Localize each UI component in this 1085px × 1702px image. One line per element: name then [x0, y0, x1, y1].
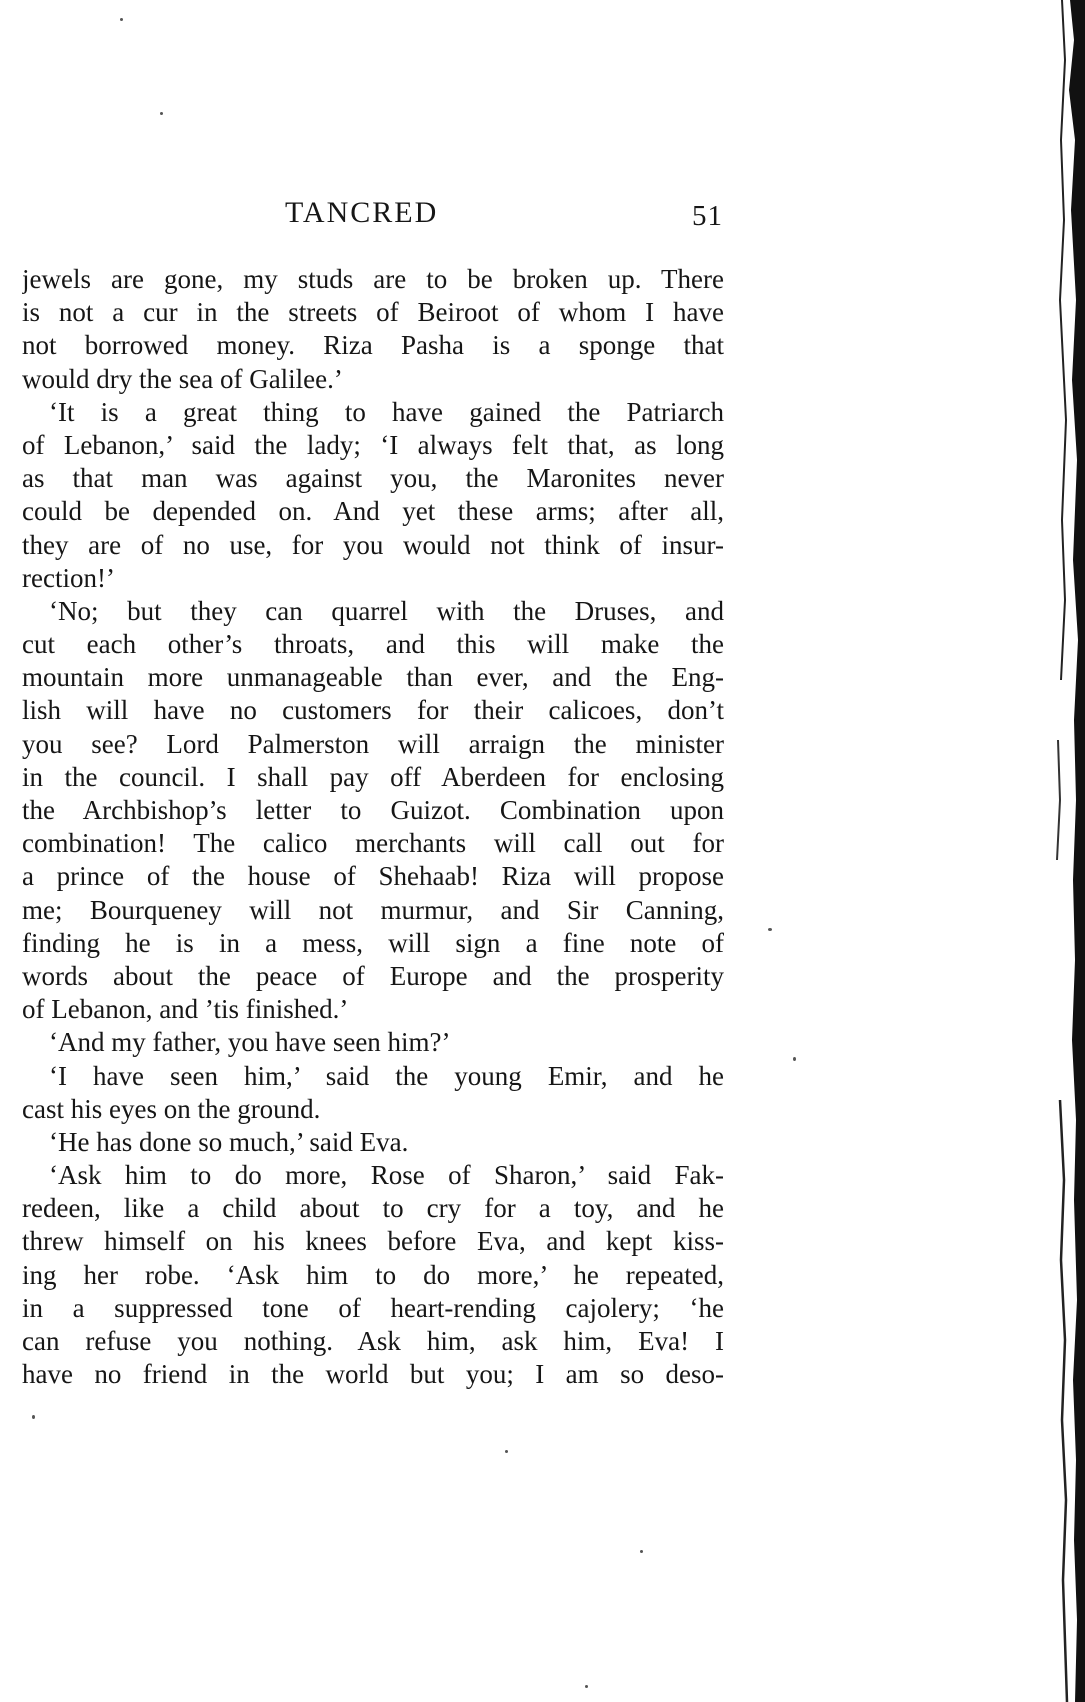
text-line: cut each other’s throats, and this will make the [22, 629, 724, 660]
text-line: ‘And my father, you have seen him?’ [49, 1027, 451, 1058]
page-number: 51 [692, 200, 723, 232]
text-line: is not a cur in the streets of Beiroot of whom I have [22, 297, 724, 328]
text-line: threw himself on his knees before Eva, and kept kiss- [22, 1226, 724, 1257]
text-line: as that man was against you, the Maronites never [22, 463, 724, 494]
text-line: ‘He has done so much,’ said Eva. [49, 1126, 409, 1157]
text-line: ‘It is a great thing to have gained the Patriarch [49, 396, 724, 427]
paper-speck [120, 18, 123, 21]
binding-edge-stroke [1069, 0, 1085, 1702]
text-line: lish will have no customers for their calicoes, don’t [22, 695, 724, 726]
text-line: rection!’ [22, 562, 115, 593]
text-line: you see? Lord Palmerston will arraign the minister [22, 728, 724, 759]
text-line: cast his eyes on the ground. [22, 1093, 321, 1124]
text-line: of Lebanon,’ said the lady; ‘I always felt that, as long [22, 429, 724, 460]
text-line: ‘Ask him to do more, Rose of Sharon,’ said Fak- [49, 1160, 724, 1191]
paper-speck [160, 112, 163, 115]
text-line: of Lebanon, and ’tis finished.’ [22, 994, 349, 1025]
text-line: ‘No; but they can quarrel with the Druses, and [49, 595, 724, 626]
text-line: they are of no use, for you would not think of insur- [22, 529, 724, 560]
text-line: me; Bourqueney will not murmur, and Sir Canning, [22, 894, 724, 925]
text-line: would dry the sea of Galilee.’ [22, 363, 343, 394]
binding-edge-streak [1060, 1100, 1067, 1702]
paper-speck [768, 928, 772, 931]
text-line: the Archbishop’s letter to Guizot. Combination upon [22, 795, 724, 825]
paper-speck [640, 1550, 643, 1553]
text-line: can refuse you nothing. Ask him, ask him, Eva! I [22, 1326, 724, 1356]
binding-edge-streak [1057, 740, 1060, 860]
text-line: have no friend in the world but you; I am so deso- [22, 1359, 724, 1390]
text-line: mountain more unmanageable than ever, and the Eng- [22, 662, 724, 693]
text-line: could be depended on. And yet these arms; after all, [22, 496, 724, 527]
running-title: TANCRED [285, 196, 439, 229]
text-line: ing her robe. ‘Ask him to do more,’ he repeated, [22, 1259, 724, 1290]
paper-speck [585, 1685, 588, 1688]
text-line: not borrowed money. Riza Pasha is a sponge that [22, 330, 724, 361]
text-line: finding he is in a mess, will sign a fine note of [22, 927, 724, 958]
text-line: combination! The calico merchants will call out for [22, 828, 724, 859]
body-text [22, 263, 724, 1391]
paper-speck [505, 1450, 508, 1453]
text-line: a prince of the house of Shehaab! Riza will propose [22, 861, 724, 892]
text-line: ‘I have seen him,’ said the young Emir, and he [49, 1060, 724, 1091]
text-line: in the council. I shall pay off Aberdeen for enclosing [22, 761, 724, 792]
text-line: words about the peace of Europe and the prosperity [22, 960, 724, 991]
text-line: in a suppressed tone of heart-rending cajolery; ‘he [22, 1292, 724, 1323]
paper-speck [32, 1415, 35, 1419]
binding-gutter-shadow [1040, 0, 1085, 1702]
paper-speck [793, 1057, 796, 1061]
text-line: jewels are gone, my studs are to be broken up. There [22, 264, 724, 294]
binding-edge-streak [1060, 0, 1066, 680]
text-line: redeen, like a child about to cry for a toy, and he [22, 1193, 724, 1224]
